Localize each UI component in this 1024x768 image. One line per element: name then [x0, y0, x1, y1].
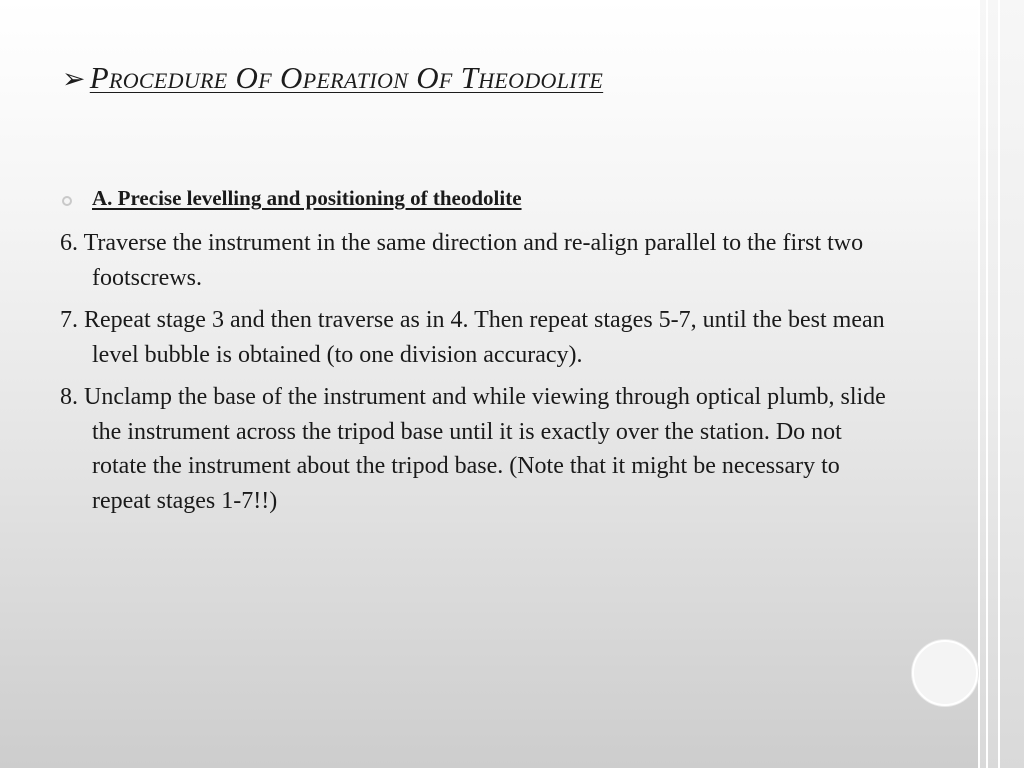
slide-title-text: Procedure Of Operation Of Theodolite	[89, 60, 604, 95]
strip-line	[998, 0, 1000, 768]
step-item-8: 8. Unclamp the base of the instrument and while viewing through optical plumb, slide the instrument across the tripod base until it is exactly over the station. Do not rotate the instrument about the tripod base. (Note that it might be necessary to repeat stages 1-7!!)	[60, 384, 886, 514]
circle-bullet-icon	[62, 196, 72, 206]
steps-list	[60, 226, 900, 526]
section-subheading: A. Precise levelling and positioning of theodolite	[92, 186, 522, 210]
step-item-7: 7. Repeat stage 3 and then traverse as in 4. Then repeat stages 5-7, until the best mean level bubble is obtained (to one division accuracy).	[60, 307, 885, 368]
decorative-side-strip	[978, 0, 1024, 768]
slide-title	[62, 60, 603, 96]
step-item-6: 6. Traverse the instrument in the same direction and re-align parallel to the first two footscrews.	[60, 230, 864, 291]
arrow-bullet-icon: ➢	[62, 64, 86, 95]
decorative-circle	[912, 640, 978, 706]
strip-line	[986, 0, 988, 768]
